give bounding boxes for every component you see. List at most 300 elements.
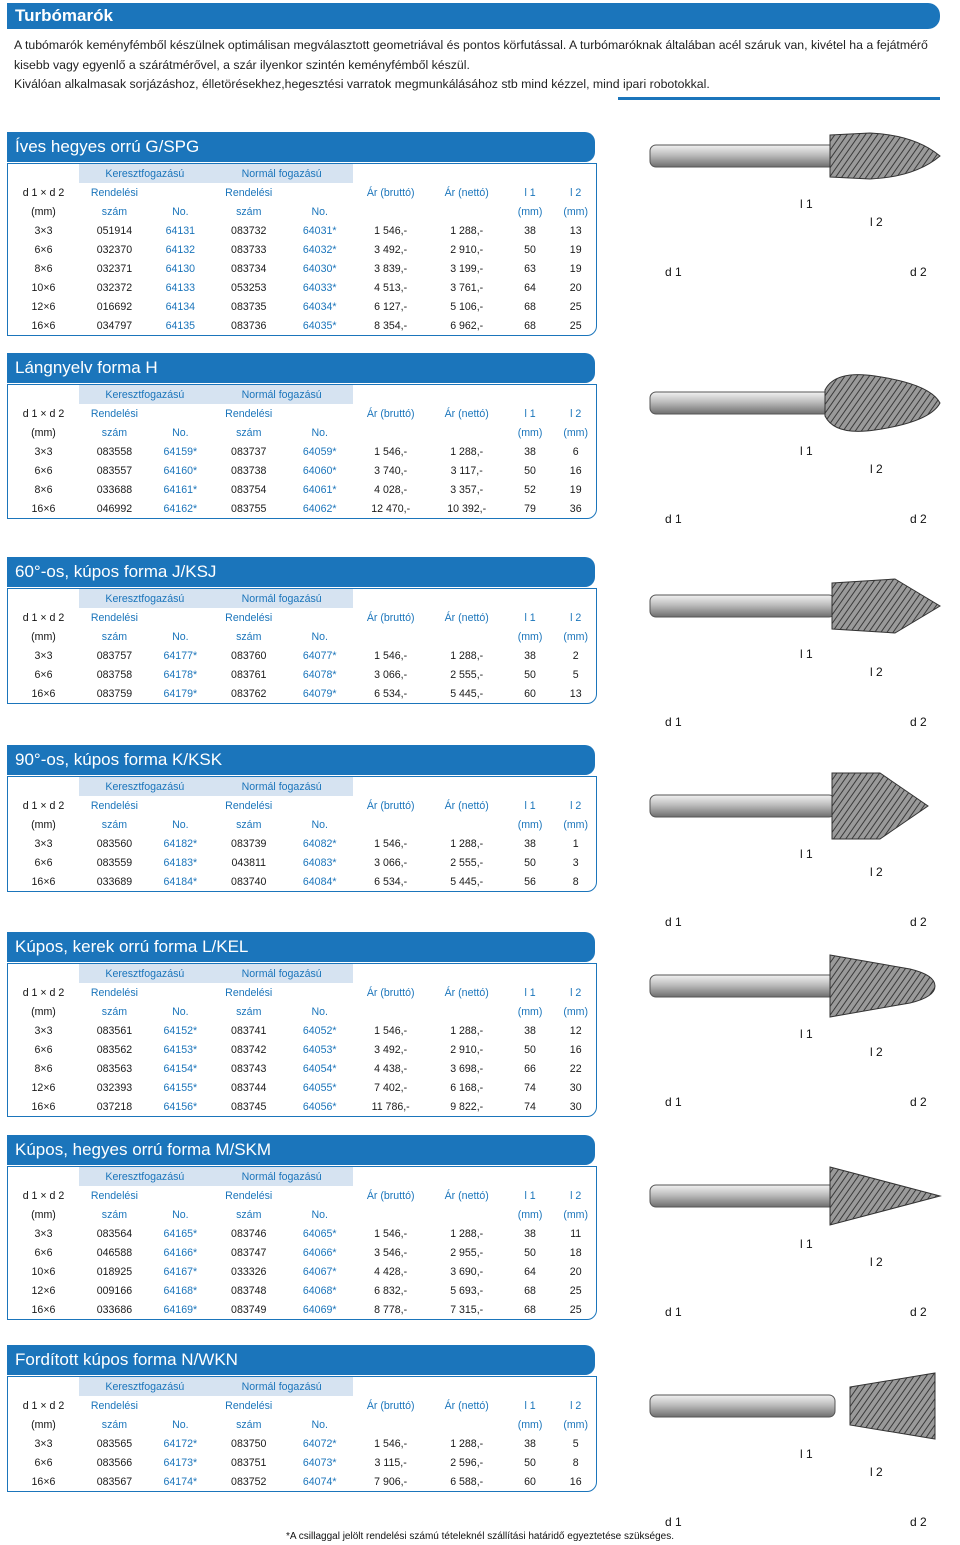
- cell-price-net: 6 588,-: [450, 1475, 484, 1488]
- header-cross-teeth: Keresztfogazású: [79, 777, 211, 796]
- cell-price-gross: 1 546,-: [374, 445, 408, 458]
- table-row: [8, 480, 596, 499]
- cell-order-cross: 033689: [96, 875, 133, 888]
- header-empty: [150, 983, 211, 1002]
- cell-no-cross: 64167*: [163, 1265, 198, 1278]
- shank: [650, 1185, 835, 1207]
- cell-no-cross: 64160*: [163, 464, 198, 477]
- cell-price-net: 3 690,-: [450, 1265, 484, 1278]
- cell-l2: 13: [569, 224, 582, 237]
- header-order: Rendelési: [225, 611, 273, 624]
- cell-price-gross: 3 740,-: [374, 464, 408, 477]
- table-row: [8, 278, 596, 297]
- header-unit: (mm): [517, 205, 543, 218]
- header-empty: [8, 1377, 79, 1396]
- cell-order-normal: 083750: [231, 1437, 267, 1450]
- header-number: szám: [236, 630, 262, 643]
- cell-no-cross: 64169*: [163, 1303, 198, 1316]
- header-row: [8, 1415, 596, 1434]
- intro-text: [14, 36, 944, 95]
- header-row: [8, 608, 596, 627]
- header-number: szám: [236, 1418, 262, 1431]
- burr-drawing: [610, 362, 950, 532]
- section-title: Lángnyelv forma H: [15, 358, 158, 377]
- header-empty: [353, 777, 596, 796]
- dimension-d2: d 2: [910, 1515, 927, 1529]
- cell-price-gross: 1 546,-: [374, 1437, 408, 1450]
- header-number: szám: [236, 818, 262, 831]
- cell-order-cross: 083563: [96, 1062, 133, 1075]
- header-unit: (mm): [31, 1005, 56, 1018]
- cell-l2: 11: [570, 1227, 582, 1240]
- cell-price-gross: 1 546,-: [374, 837, 408, 850]
- table-row: [8, 834, 596, 853]
- cell-no-normal: 64073*: [302, 1456, 337, 1469]
- dimension-d2: d 2: [910, 512, 927, 526]
- header-empty: [8, 164, 79, 183]
- header-empty: [8, 589, 79, 608]
- cell-no-normal: 64068*: [302, 1284, 337, 1297]
- cell-l1: 50: [524, 464, 536, 477]
- header-empty: [353, 385, 596, 404]
- cell-order-cross: 083559: [96, 856, 133, 869]
- header-group-row: [8, 777, 596, 796]
- cell-order-normal: 053253: [231, 281, 267, 294]
- header-normal-teeth: Normál fogazású: [211, 964, 353, 983]
- header-number: szám: [101, 426, 128, 439]
- cell-l1: 56: [524, 875, 536, 888]
- header-normal-teeth: Normál fogazású: [211, 385, 353, 404]
- header-unit: (mm): [31, 205, 56, 218]
- cell-no-normal: 64030*: [302, 262, 337, 275]
- cell-no-normal: 64065*: [302, 1227, 337, 1240]
- cell-price-net: 2 955,-: [450, 1246, 484, 1259]
- header-order: Rendelési: [90, 986, 138, 999]
- cell-price-gross: 4 438,-: [374, 1062, 408, 1075]
- table-row: [8, 665, 596, 684]
- cell-order-normal: 083747: [231, 1246, 267, 1259]
- table-row: [8, 872, 596, 891]
- header-no: No.: [311, 1005, 328, 1018]
- header-cross-teeth: Keresztfogazású: [79, 964, 211, 983]
- cell-l1: 50: [524, 1043, 536, 1056]
- cutting-head: [830, 955, 935, 1017]
- cell-l2: 19: [569, 262, 582, 275]
- header-normal-teeth: Normál fogazású: [211, 164, 353, 183]
- cell-l1: 50: [524, 1246, 536, 1259]
- header-number: szám: [101, 630, 128, 643]
- cell-order-cross: 033688: [96, 483, 133, 496]
- cell-price-net: 5 445,-: [450, 875, 484, 888]
- dimension-l2: l 2: [870, 1465, 883, 1479]
- header-l2: l 2: [570, 407, 582, 420]
- table-row: [8, 1097, 596, 1116]
- dimension-d1: d 1: [665, 265, 682, 279]
- section-title: 60°-os, kúpos forma J/KSJ: [15, 562, 217, 581]
- shank: [650, 975, 835, 997]
- cell-dimension: 6×6: [34, 668, 53, 681]
- product-section: [7, 557, 597, 710]
- section-title-bar: [7, 1345, 595, 1375]
- header-l1: l 1: [524, 611, 536, 624]
- cell-no-cross: 64154*: [163, 1062, 198, 1075]
- header-empty: [429, 1002, 505, 1021]
- header-no: No.: [311, 205, 328, 218]
- price-table: [7, 776, 597, 892]
- header-empty: [287, 796, 353, 815]
- cell-no-normal: 64055*: [302, 1081, 337, 1094]
- cell-no-normal: 64069*: [302, 1303, 337, 1316]
- header-empty: [150, 608, 211, 627]
- cell-l2: 5: [572, 668, 579, 681]
- cell-l2: 5: [572, 1437, 579, 1450]
- header-price-net: Ár (nettó): [444, 799, 489, 812]
- section-title: 90°-os, kúpos forma K/KSK: [15, 750, 223, 769]
- price-table: [7, 588, 597, 704]
- cell-order-normal: 083762: [231, 687, 267, 700]
- cell-order-cross: 037218: [96, 1100, 133, 1113]
- header-no: No.: [172, 818, 189, 831]
- dimension-l2: l 2: [870, 462, 883, 476]
- cell-dimension: 10×6: [31, 1265, 56, 1278]
- cell-dimension: 10×6: [31, 281, 56, 294]
- cell-order-normal: 083746: [231, 1227, 267, 1240]
- header-l1: l 1: [524, 1399, 536, 1412]
- cell-no-normal: 64066*: [302, 1246, 337, 1259]
- cell-order-normal: 083735: [231, 300, 267, 313]
- cell-l2: 20: [569, 1265, 582, 1278]
- cell-price-net: 2 555,-: [450, 856, 484, 869]
- cell-price-net: 3 199,-: [450, 262, 484, 275]
- product-section: [7, 1345, 597, 1498]
- cell-l1: 52: [524, 483, 536, 496]
- cell-l2: 30: [569, 1100, 582, 1113]
- product-section: [7, 745, 597, 898]
- cell-l2: 3: [572, 856, 579, 869]
- cell-order-normal: 083754: [231, 483, 267, 496]
- cell-no-normal: 64083*: [302, 856, 337, 869]
- cell-dimension: 8×6: [34, 262, 53, 275]
- cell-l2: 20: [569, 281, 582, 294]
- header-l1: l 1: [524, 1189, 536, 1202]
- cell-no-cross: 64131: [165, 224, 196, 237]
- cell-no-cross: 64153*: [163, 1043, 198, 1056]
- cell-order-normal: 083748: [231, 1284, 267, 1297]
- cell-l1: 50: [524, 1456, 536, 1469]
- cell-price-net: 7 315,-: [450, 1303, 484, 1316]
- table-row: [8, 461, 596, 480]
- cell-no-normal: 64077*: [302, 649, 337, 662]
- section-title-bar: [7, 932, 595, 962]
- cell-l1: 60: [524, 1475, 536, 1488]
- divider: [618, 97, 940, 100]
- cell-dimension: 6×6: [34, 856, 53, 869]
- cell-order-cross: 009166: [96, 1284, 133, 1297]
- cell-price-gross: 7 906,-: [374, 1475, 408, 1488]
- cell-order-cross: 083564: [96, 1227, 133, 1240]
- cell-l2: 8: [572, 875, 579, 888]
- header-empty: [429, 815, 505, 834]
- header-empty: [8, 964, 79, 983]
- cell-order-normal: 083742: [231, 1043, 267, 1056]
- dimension-l1: l 1: [800, 1237, 813, 1251]
- table-row: [8, 1453, 596, 1472]
- header-group-row: [8, 1377, 596, 1396]
- cell-price-net: 6 962,-: [450, 319, 484, 332]
- shank: [650, 795, 835, 817]
- header-l2: l 2: [570, 186, 582, 199]
- header-empty: [150, 1396, 211, 1415]
- cell-price-net: 10 392,-: [447, 502, 487, 515]
- cell-no-normal: 64035*: [302, 319, 337, 332]
- cell-l2: 30: [569, 1081, 582, 1094]
- cell-no-cross: 64172*: [163, 1437, 198, 1450]
- burr-drawing: [610, 1155, 950, 1325]
- header-price-gross: Ár (bruttó): [366, 611, 415, 624]
- dimension-l1: l 1: [800, 1447, 813, 1461]
- header-empty: [287, 608, 353, 627]
- cell-no-cross: 64159*: [163, 445, 198, 458]
- cell-order-normal: 033326: [231, 1265, 267, 1278]
- price-table-grid: [8, 164, 596, 335]
- footnote: *A csillaggal jelölt rendelési számú tételeknél szállítási határidő egyeztetése szükséges.: [286, 1531, 674, 1542]
- header-no: No.: [172, 426, 189, 439]
- cell-l2: 6: [572, 445, 579, 458]
- header-l1: l 1: [524, 799, 536, 812]
- dimension-l1: l 1: [800, 197, 813, 211]
- cell-order-normal: 083760: [231, 649, 267, 662]
- section-title-bar: [7, 745, 595, 775]
- shank: [650, 595, 835, 617]
- table-row: [8, 499, 596, 518]
- dimension-d1: d 1: [665, 915, 682, 929]
- cell-l1: 68: [524, 319, 536, 332]
- header-empty: [353, 1002, 429, 1021]
- tool-diagram: [610, 565, 950, 735]
- header-dimension: d 1 × d 2: [22, 1399, 65, 1412]
- intro-paragraph-1: A tubómarók keményfémből készülnek optimálisan megválasztott geometriával és pontos körfutással. A turbómaróknak általában acél száruk van, kivétel ha a fejátmérő kisebb vagy egyenlő a szárátmérővel, a szár ilyenkor szintén keményfémből készül.: [14, 38, 928, 72]
- cell-price-gross: 6 127,-: [374, 300, 408, 313]
- cell-price-gross: 3 839,-: [374, 262, 408, 275]
- header-empty: [353, 589, 596, 608]
- header-number: szám: [101, 818, 128, 831]
- cell-dimension: 16×6: [31, 319, 56, 332]
- header-group-row: [8, 1167, 596, 1186]
- header-no: No.: [311, 1418, 328, 1431]
- header-unit: (mm): [517, 630, 543, 643]
- cell-price-gross: 8 778,-: [374, 1303, 408, 1316]
- cell-order-normal: 083743: [231, 1062, 267, 1075]
- header-unit: (mm): [563, 1005, 589, 1018]
- header-no: No.: [311, 1208, 328, 1221]
- cell-price-net: 1 288,-: [450, 837, 484, 850]
- cell-dimension: 3×3: [34, 1024, 53, 1037]
- cutting-head: [832, 579, 940, 633]
- cell-no-normal: 64074*: [302, 1475, 337, 1488]
- cell-no-normal: 64031*: [302, 224, 337, 237]
- cell-no-cross: 64183*: [163, 856, 198, 869]
- dimension-l2: l 2: [870, 1045, 883, 1059]
- header-no: No.: [172, 1208, 189, 1221]
- cell-dimension: 3×3: [34, 837, 53, 850]
- header-empty: [429, 627, 505, 646]
- cell-l1: 38: [524, 445, 536, 458]
- cell-price-gross: 1 546,-: [374, 224, 408, 237]
- header-l2: l 2: [570, 986, 582, 999]
- section-title: Kúpos, hegyes orrú forma M/SKM: [15, 1140, 272, 1159]
- header-l1: l 1: [524, 407, 536, 420]
- header-order: Rendelési: [225, 986, 273, 999]
- cell-no-normal: 64061*: [302, 483, 337, 496]
- price-table-grid: [8, 1377, 596, 1491]
- header-no: No.: [311, 818, 328, 831]
- cell-price-gross: 1 546,-: [374, 1227, 408, 1240]
- cell-l2: 22: [569, 1062, 582, 1075]
- cell-no-cross: 64177*: [163, 649, 198, 662]
- cell-order-normal: 083761: [231, 668, 267, 681]
- cell-price-net: 1 288,-: [450, 445, 484, 458]
- cell-l1: 66: [524, 1062, 536, 1075]
- cell-price-gross: 6 832,-: [374, 1284, 408, 1297]
- cell-price-net: 3 698,-: [450, 1062, 484, 1075]
- cell-dimension: 8×6: [34, 483, 53, 496]
- product-section: [7, 132, 597, 342]
- header-price-gross: Ár (bruttó): [366, 1189, 415, 1202]
- cell-order-normal: 043811: [231, 856, 267, 869]
- cell-l2: 25: [569, 319, 582, 332]
- section-title-bar: [7, 353, 595, 383]
- header-row: [8, 1396, 596, 1415]
- burr-drawing: [610, 565, 950, 735]
- header-order: Rendelési: [225, 1189, 273, 1202]
- cell-price-gross: 11 786,-: [371, 1100, 410, 1113]
- burr-drawing: [610, 115, 950, 285]
- header-unit: (mm): [517, 818, 543, 831]
- cell-price-net: 2 910,-: [450, 243, 484, 256]
- cell-l1: 38: [524, 1227, 536, 1240]
- cell-order-cross: 083567: [96, 1475, 133, 1488]
- cell-no-cross: 64165*: [163, 1227, 198, 1240]
- cell-dimension: 3×3: [34, 1227, 53, 1240]
- header-normal-teeth: Normál fogazású: [211, 777, 353, 796]
- cell-no-cross: 64174*: [163, 1475, 198, 1488]
- table-row: [8, 221, 596, 240]
- header-cross-teeth: Keresztfogazású: [79, 1377, 211, 1396]
- header-number: szám: [101, 1005, 128, 1018]
- cell-order-cross: 016692: [96, 300, 133, 313]
- page-title: Turbómarók: [15, 6, 113, 25]
- cell-price-gross: 3 546,-: [374, 1246, 408, 1259]
- header-number: szám: [101, 1208, 128, 1221]
- table-row: [8, 1059, 596, 1078]
- cell-dimension: 6×6: [34, 1456, 53, 1469]
- header-empty: [429, 202, 505, 221]
- header-l2: l 2: [570, 799, 582, 812]
- header-order: Rendelési: [90, 407, 138, 420]
- header-number: szám: [236, 426, 262, 439]
- header-cross-teeth: Keresztfogazású: [79, 385, 211, 404]
- header-order: Rendelési: [225, 407, 273, 420]
- header-dimension: d 1 × d 2: [22, 611, 65, 624]
- header-empty: [353, 202, 429, 221]
- header-empty: [353, 164, 596, 183]
- cell-no-cross: 64182*: [163, 837, 198, 850]
- header-unit: (mm): [517, 1418, 543, 1431]
- cell-l2: 16: [569, 1043, 582, 1056]
- cell-order-normal: 083732: [231, 224, 267, 237]
- dimension-l2: l 2: [870, 665, 883, 679]
- cell-order-normal: 083733: [231, 243, 267, 256]
- cell-order-cross: 083757: [96, 649, 133, 662]
- cell-order-normal: 083749: [231, 1303, 267, 1316]
- dimension-d1: d 1: [665, 1095, 682, 1109]
- header-unit: (mm): [31, 1208, 56, 1221]
- header-price-gross: Ár (bruttó): [366, 1399, 415, 1412]
- header-price-net: Ár (nettó): [444, 1189, 489, 1202]
- cell-order-cross: 034797: [96, 319, 133, 332]
- header-order: Rendelési: [225, 799, 273, 812]
- header-empty: [8, 385, 79, 404]
- cell-no-cross: 64166*: [163, 1246, 198, 1259]
- header-price-net: Ár (nettó): [444, 186, 489, 199]
- cutting-head: [830, 1167, 940, 1225]
- header-row: [8, 1002, 596, 1021]
- cell-no-cross: 64178*: [163, 668, 198, 681]
- table-row: [8, 1040, 596, 1059]
- cell-order-cross: 046588: [96, 1246, 133, 1259]
- price-table: [7, 1166, 597, 1320]
- header-number: szám: [101, 205, 128, 218]
- cell-l1: 60: [524, 687, 536, 700]
- header-order: Rendelési: [90, 799, 138, 812]
- cell-l1: 38: [524, 224, 536, 237]
- price-table: [7, 163, 597, 336]
- cell-no-cross: 64133: [165, 281, 196, 294]
- header-row: [8, 796, 596, 815]
- cell-l1: 68: [524, 1303, 536, 1316]
- dimension-l1: l 1: [800, 444, 813, 458]
- cell-dimension: 16×6: [31, 1475, 56, 1488]
- header-empty: [150, 404, 211, 423]
- header-empty: [353, 964, 596, 983]
- header-price-gross: Ár (bruttó): [366, 799, 415, 812]
- header-row: [8, 627, 596, 646]
- cell-price-net: 2 910,-: [450, 1043, 484, 1056]
- cell-order-normal: 083751: [231, 1456, 267, 1469]
- dimension-d2: d 2: [910, 265, 927, 279]
- cell-l2: 19: [569, 483, 582, 496]
- cell-price-net: 5 106,-: [450, 300, 484, 313]
- cell-order-cross: 083561: [96, 1024, 133, 1037]
- cell-order-normal: 083737: [231, 445, 267, 458]
- cell-order-normal: 083745: [231, 1100, 267, 1113]
- cell-dimension: 12×6: [31, 300, 56, 313]
- header-empty: [287, 1396, 353, 1415]
- cell-price-gross: 7 402,-: [374, 1081, 408, 1094]
- header-l2: l 2: [570, 1399, 582, 1412]
- header-normal-teeth: Normál fogazású: [211, 589, 353, 608]
- header-empty: [8, 1167, 79, 1186]
- table-row: [8, 1243, 596, 1262]
- header-empty: [429, 1415, 505, 1434]
- cell-order-normal: 083740: [231, 875, 267, 888]
- cell-no-normal: 64072*: [302, 1437, 337, 1450]
- cell-l2: 2: [572, 649, 579, 662]
- table-row: [8, 1224, 596, 1243]
- cell-price-net: 3 117,-: [450, 464, 483, 477]
- header-no: No.: [311, 426, 328, 439]
- tool-diagram: [610, 115, 950, 285]
